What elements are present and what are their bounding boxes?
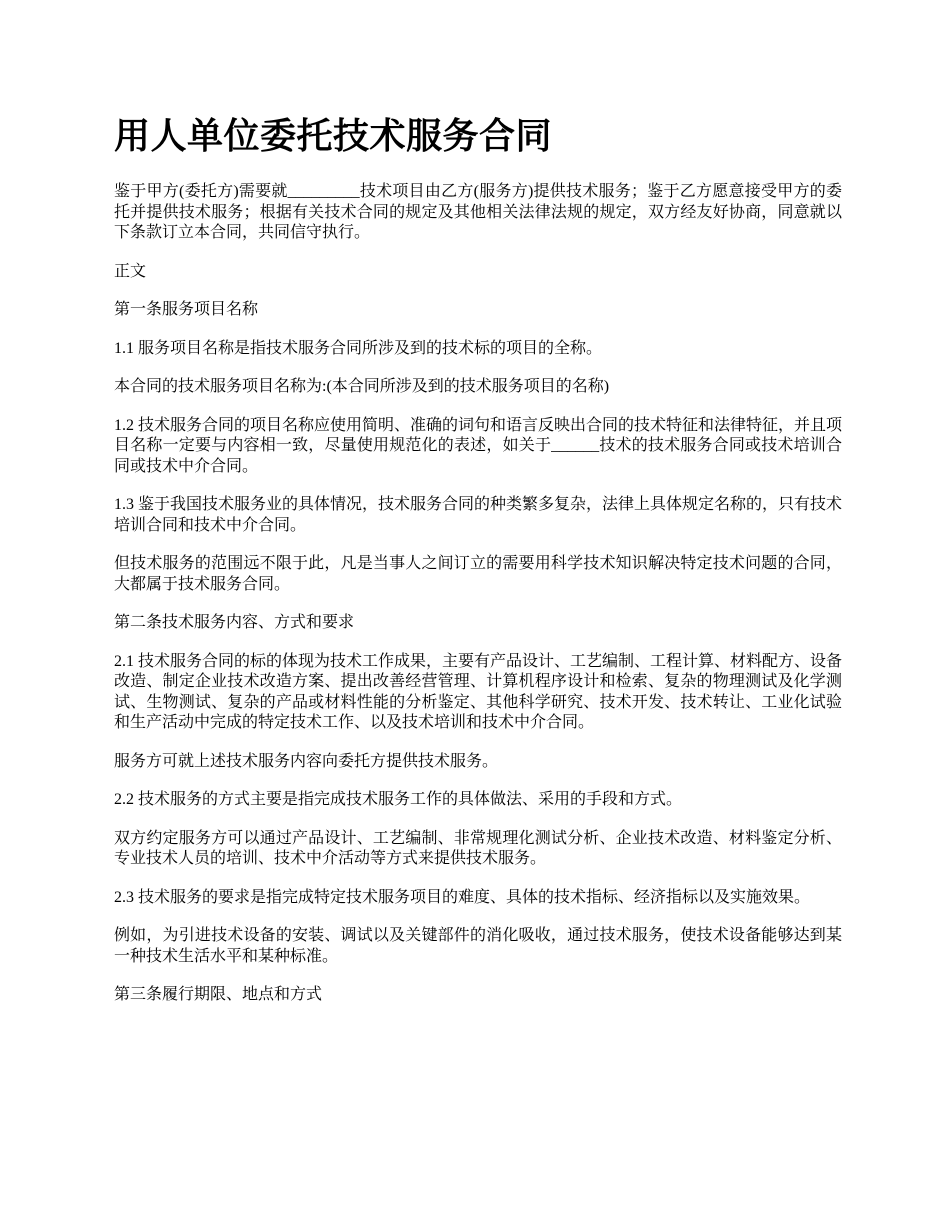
- paragraph-1-1: 1.1 服务项目名称是指技术服务合同所涉及到的技术标的项目的全称。: [114, 339, 603, 357]
- paragraph-2-3-example: 例如，为引进技术设备的安装、调试以及关键部件的消化吸收，通过技术服务，使技术设备能够达到某一种技术生活水平和某种标准。: [114, 927, 842, 965]
- paragraph-2-1-provide: 服务方可就上述技术服务内容向委托方提供技术服务。: [114, 752, 499, 770]
- heading-article-2: 第二条技术服务内容、方式和要求: [114, 614, 355, 631]
- paragraph-2-3: 2.3 技术服务的要求是指完成特定技术服务项目的难度、具体的技术指标、经济指标以及实施效果。: [114, 888, 811, 906]
- paragraph-preamble: 鉴于甲方(委托方)需要就_________技术项目由乙方(服务方)提供技术服务；鉴于乙方愿意接受甲方的委托并提供技术服务；根据有关技术合同的规定及其他相关法律法规的规定，双方经友好协商，同意就以下条款订立本合同，共同信守执行。: [114, 183, 842, 241]
- paragraph-2-2: 2.2 技术服务的方式主要是指完成技术服务工作的具体做法、采用的手段和方式。: [114, 791, 683, 808]
- paragraph-1-3-scope: 但技术服务的范围远不限于此，凡是当事人之间订立的需要用科学技术知识解决特定技术问题的合同，大都属于技术服务合同。: [114, 555, 842, 593]
- paragraph-2-1: 2.1 技术服务合同的标的体现为技术工作成果，主要有产品设计、工艺编制、工程计算、材料配方、设备改造、制定企业技术改造方案、提出改善经营管理、计算机程序设计和检索、复杂的物理测试及化学测试、生物测试、复杂的产品或材料性能的分析鉴定、其他科学研究、技术开发、技术转让、工业化试验和生产活动中完成的特定技术工作、以及技术培训和技术中介合同。: [114, 652, 843, 731]
- document-title: 用人单位委托技术服务合同: [114, 116, 553, 156]
- heading-article-1: 第一条服务项目名称: [114, 301, 259, 318]
- paragraph-1-3: 1.3 鉴于我国技术服务业的具体情况，技术服务合同的种类繁多复杂，法律上具体规定名称的，只有技术培训合同和技术中介合同。: [114, 496, 843, 534]
- paragraph-1-2: 1.2 技术服务合同的项目名称应使用简明、准确的词句和语言反映出合同的技术特征和法律特征，并且项目名称一定要与内容相一致，尽量使用规范化的表述，如关于______技术的技术服务合同或技术培训合同或技术中介合同。: [114, 416, 843, 475]
- heading-article-3: 第三条履行期限、地点和方式: [114, 986, 323, 1003]
- paragraph-body-label: 正文: [114, 262, 147, 280]
- document-page: [114, 112, 842, 1024]
- paragraph-2-2-methods: 双方约定服务方可以通过产品设计、工艺编制、非常规理化测试分析、企业技术改造、材料鉴定分析、专业技术人员的培训、技术中介活动等方式来提供技术服务。: [114, 829, 842, 867]
- paragraph-1-1-name: 本合同的技术服务项目名称为:(本合同所涉及到的技术服务项目的名称): [114, 378, 610, 395]
